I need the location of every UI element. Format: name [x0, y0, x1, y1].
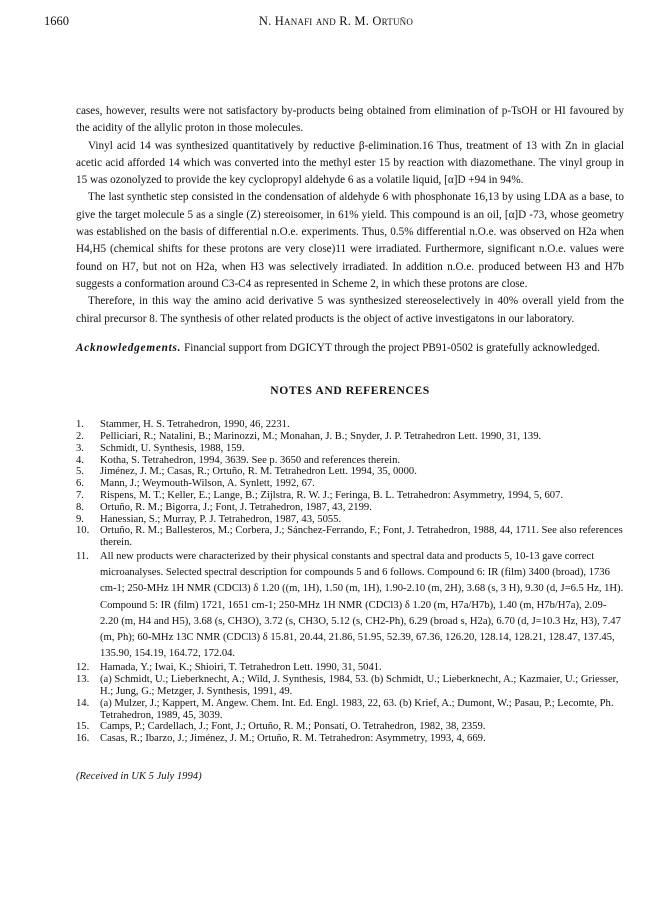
- reference-item: [76, 466, 624, 478]
- paragraph-conclusion: Therefore, in this way the amino acid derivative 5 was synthesized stereoselectively in 40% overall yield from the chiral precursor 8. The synthesis of other related products is the object of active investigatons in our laboratory.: [76, 295, 624, 325]
- reference-item: [76, 431, 624, 443]
- reference-text: Rispens, M. T.; Keller, E.; Lange, B.; Zijlstra, R. W. J.; Feringa, B. L. Tetrahedron: Asymmetry, 1994, 5, 607.: [100, 489, 564, 501]
- page-header: [44, 14, 628, 32]
- reference-number: 2.: [76, 430, 84, 442]
- reference-text: Casas, R.; Ibarzo, J.; Jiménez, J. M.; Ortuño, R. M. Tetrahedron: Asymmetry, 1993, 4, 669.: [100, 733, 486, 745]
- reference-number: 9.: [76, 513, 84, 525]
- reference-number: 12.: [76, 662, 90, 674]
- reference-item: [76, 514, 624, 526]
- reference-number: 3.: [76, 442, 84, 454]
- reference-item: [76, 490, 624, 502]
- acknowledgements: [76, 342, 624, 355]
- reference-item: [76, 721, 624, 733]
- reference-text: All new products were characterized by their physical constants and spectral data and products 5, 10-13 gave correct microanalyses. Selected spectral description for compounds 5 and 6 follows. Compound 6: IR (film) 3400 (broad), 1736 cm-1; 250-MHz 1H NMR (CDCl3) δ 1.20 ((m, 1H), 1.50 (m, 1H), 1.90-2.10 (m, 2H), 3.68 (s, 3 H), 9.30 (d, J=6.5 Hz, 1H). Compound 5: IR (film) 1721, 1651 cm-1; 250-MHz 1H NMR (CDCl3) δ 1.20 (m, H7a/H7b), 1.40 (m, H7b/H7a), 2.09-2.20 (m, H4 and H5), 3.68 (s, CH3O), 3.72 (s, CH3O, 5.12 (s, CH2-Ph), 6.29 (broad s, H2a), 6.70 (d, J=10.3 Hz, H3), 7.47 (m, Ph); 60-MHz 13C NMR (CDCl3) δ 15.81, 20.44, 21.86, 51.95, 52.39, 67.36, 126.20, 128.14, 128.21, 128.47, 137.45, 135.90, 154.19, 164.72, 172.04.: [100, 550, 624, 660]
- reference-number: 8.: [76, 501, 84, 513]
- reference-item: [76, 478, 624, 490]
- page-number: 1660: [44, 14, 69, 28]
- reference-number: 10.: [76, 525, 90, 537]
- acknowledgements-label: Acknowledgements.: [76, 341, 182, 354]
- reference-number: 4.: [76, 454, 84, 466]
- reference-number: 13.: [76, 674, 90, 686]
- reference-text: Camps, P.; Cardellach, J.; Font, J.; Ortuño, R. M.; Ponsatí, O. Tetrahedron, 1982, 38, 2359.: [100, 721, 486, 733]
- reference-item: [76, 674, 624, 698]
- reference-text: Hamada, Y.; Iwai, K.; Shioiri, T. Tetrahedron Lett. 1990, 31, 5041.: [100, 662, 382, 674]
- reference-text: Kotha, S. Tetrahedron, 1994, 3639. See p. 3650 and references therein.: [100, 454, 401, 466]
- reference-item: [76, 502, 624, 514]
- reference-item: [76, 419, 624, 431]
- reference-item: [76, 443, 624, 455]
- notes-title: NOTES AND REFERENCES: [270, 383, 430, 397]
- reference-text: Ortuño, R. M.; Bigorra, J.; Font, J. Tetrahedron, 1987, 43, 2199.: [100, 501, 372, 513]
- reference-text: Hanessian, S.; Murray, P. J. Tetrahedron, 1987, 43, 5055.: [100, 513, 342, 525]
- reference-number: 5.: [76, 466, 84, 478]
- received-date: (Received in UK 5 July 1994): [76, 770, 202, 782]
- reference-item: [76, 662, 624, 674]
- reference-number: 14.: [76, 697, 90, 709]
- reference-number: 11.: [76, 550, 89, 562]
- reference-number: 6.: [76, 478, 84, 490]
- article-body: [76, 103, 624, 785]
- reference-text: (a) Schmidt, U.; Lieberknecht, A.; Wild, J. Synthesis, 1984, 53. (b) Schmidt, U.; Lieberknecht, A.; Kazmaier, U.; Griesser, H.; Jung, G.; Metzger, J. Synthesis, 1991, 49.: [100, 674, 619, 697]
- reference-text: Stammer, H. S. Tetrahedron, 1990, 46, 2231.: [100, 419, 290, 431]
- reference-number: 1.: [76, 419, 84, 431]
- reference-text: Jiménez, J. M.; Casas, R.; Ortuño, R. M. Tetrahedron Lett. 1994, 35, 0000.: [100, 466, 417, 478]
- reference-number: 7.: [76, 489, 84, 501]
- reference-text: Ortuño, R. M.; Ballesteros, M.; Corbera, J.; Sánchez-Ferrando, F.; Font, J. Tetrahedron, 1988, 44, 1711. See also references therein.: [100, 525, 623, 549]
- reference-number: 16.: [76, 733, 90, 745]
- reference-item: [76, 525, 624, 549]
- reference-item: [76, 733, 624, 745]
- reference-item: [76, 455, 624, 467]
- reference-text: (a) Mulzer, J.; Kappert, M. Angew. Chem. Int. Ed. Engl. 1983, 22, 63. (b) Krief, A.; Dumont, W.; Pasau, P.; Lecomte, Ph. Tetrahedron, 1989, 45, 3039.: [100, 697, 614, 721]
- paragraph-final-step: The last synthetic step consisted in the condensation of aldehyde 6 with phosphonate 16,13 by using LDA as a base, to give the target molecule 5 as a single (Z) stereoisomer, in 61% yield. This compound is an oil, [α]D -73, whose geometry was established on the basis of differential n.O.e. experiments. Thus, 0.5% differential n.O.e. was observed on H2a when H4,H5 (chemical shifts for these protons are very close)11 were irradiated. Furthermore, significant n.O.e. values were found on H7, but not on H2a, when H3 was selectively irradiated. In addition n.O.e. produced between H3 and H7b suggests a conformation around C3-C4 as represented in Scheme 2, in which these protons are close.: [76, 191, 624, 290]
- reference-item: [76, 698, 624, 722]
- running-head: N. Hanafi and R. M. Ortuño: [258, 14, 414, 28]
- paragraph-vinyl-acid: Vinyl acid 14 was synthesized quantitatively by reductive β-elimination.16 Thus, treatment of 13 with Zn in glacial acetic acid afforded 14 which was converted into the methyl ester 15 by reaction with diazomethane. The vinyl group in 15 was ozonolyzed to provide the key cyclopropyl aldehyde 6 as a volatile liquid, [α]D +94 in 94%.: [76, 139, 624, 187]
- reference-text: Schmidt, U. Synthesis, 1988, 159.: [100, 442, 245, 454]
- reference-text: Mann, J.; Weymouth-Wilson, A. Synlett, 1992, 67.: [100, 478, 315, 490]
- reference-item: [76, 549, 624, 662]
- reference-list: [76, 419, 624, 745]
- reference-text: Pelliciari, R.; Natalini, B.; Marinozzi, M.; Monahan, J. B.; Snyder, J. P. Tetrahedron Lett. 1990, 31, 139.: [100, 430, 542, 442]
- acknowledgements-text: Financial support from DGICYT through the project PB91-0502 is gratefully acknowledged.: [181, 341, 600, 354]
- paragraph-continuation: cases, however, results were not satisfactory by-products being obtained from elimination of p-TsOH or HI favoured by the acidity of the allylic proton in those molecules.: [76, 105, 624, 135]
- reference-number: 15.: [76, 721, 90, 733]
